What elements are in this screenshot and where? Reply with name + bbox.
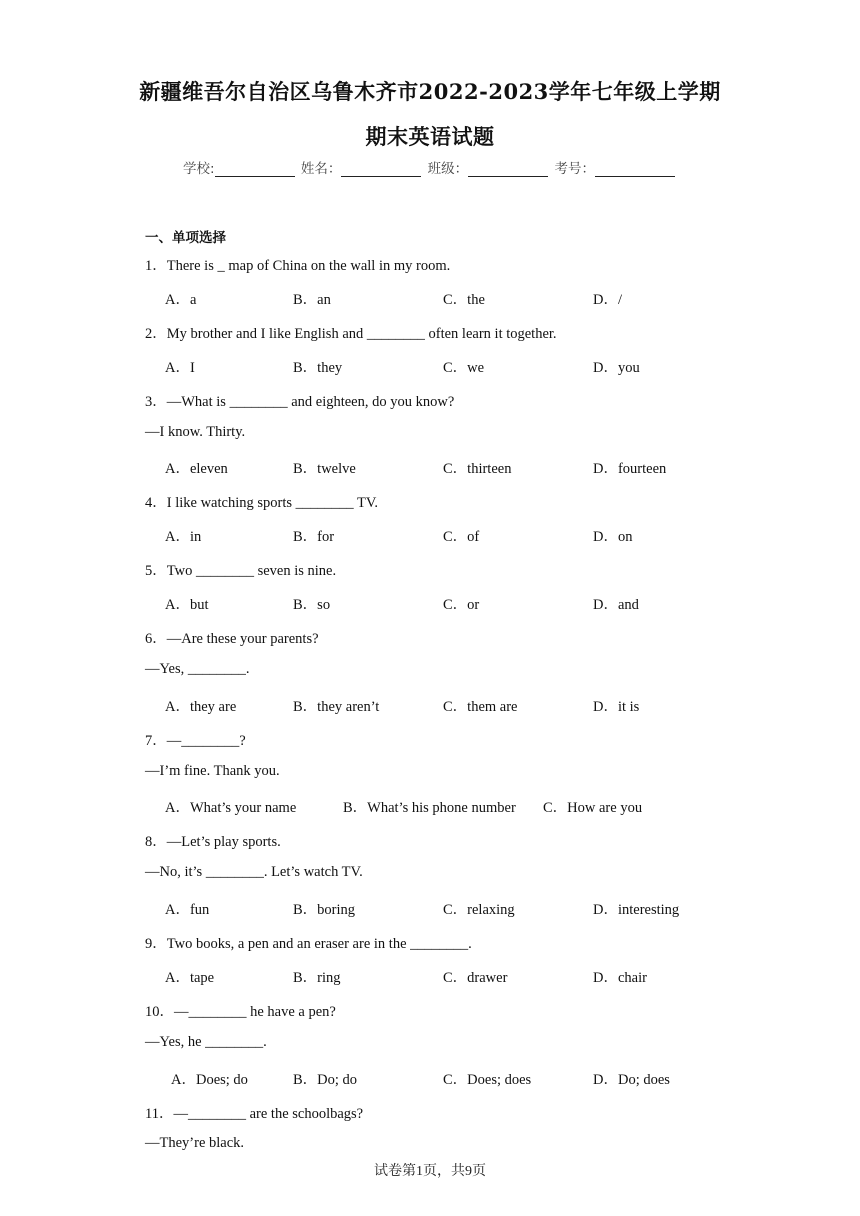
answer-option[interactable]: D．and (593, 597, 639, 613)
class-blank (468, 162, 548, 177)
answer-option[interactable]: A．I (165, 359, 195, 376)
answer-option[interactable]: B．for (293, 529, 335, 546)
question-dialogue-line: —No, it’s ________. Let’s watch TV. (145, 864, 363, 881)
name-label: 姓名： (300, 161, 342, 177)
question-stem: 7．—________? (145, 732, 246, 749)
question-stem: 1．There is _ map of China on the wall in my room. (145, 258, 451, 274)
answer-option[interactable]: D．on (593, 529, 633, 546)
answer-option[interactable]: C．of (443, 529, 480, 546)
question-stem: 6．—Are these your parents? (145, 630, 319, 647)
question-dialogue-line: —I know. Thirty. (145, 423, 246, 440)
school-label: 学校: (183, 161, 215, 177)
answer-option[interactable]: D．Do; does (593, 1071, 670, 1088)
section-heading: 一、单项选择 (145, 230, 226, 246)
answer-option[interactable]: A．they are (165, 698, 237, 715)
answer-option[interactable]: A．in (165, 529, 202, 546)
class-label: 班级： (427, 161, 469, 177)
answer-option[interactable]: D．/ (593, 291, 622, 308)
answer-option[interactable]: B．an (293, 291, 331, 308)
question-stem: 8．—Let’s play sports. (145, 834, 281, 851)
answer-option[interactable]: D．interesting (593, 902, 680, 919)
question-stem: 9．Two books, a pen and an eraser are in the ________. (145, 936, 472, 952)
answer-option[interactable]: B．twelve (293, 461, 356, 478)
answer-option[interactable]: C．How are you (543, 800, 643, 817)
question-stem: 10．—________ he have a pen? (145, 1003, 336, 1020)
question-stem: 2．My brother and I like English and ________ often learn it together. (145, 325, 557, 342)
question-stem: 11．—________ are the schoolbags? (145, 1105, 364, 1122)
answer-option[interactable]: A．eleven (165, 461, 228, 478)
answer-option[interactable]: C．or (443, 597, 480, 613)
answer-option[interactable]: A．Does; do (171, 1071, 248, 1088)
exam-title-line1: 新疆维吾尔自治区乌鲁木齐市2022-2023学年七年级上学期 (139, 79, 721, 104)
answer-option[interactable]: C．thirteen (443, 461, 512, 478)
school-blank (215, 162, 295, 177)
answer-option[interactable]: C．the (443, 291, 485, 308)
answer-option[interactable]: B．they aren’t (293, 698, 380, 715)
answer-option[interactable]: D．fourteen (593, 461, 667, 478)
answer-option[interactable]: B．Do; do (293, 1071, 358, 1088)
question-dialogue-line: —I’m fine. Thank you. (145, 762, 280, 779)
answer-option[interactable]: A．a (165, 291, 197, 308)
exam-title-line2: 期末英语试题 (365, 124, 495, 149)
page-footer: 试卷第1页，共9页 (374, 1164, 486, 1179)
answer-option[interactable]: C．we (443, 359, 485, 376)
answer-option[interactable]: A．tape (165, 969, 215, 986)
answer-option[interactable]: C．Does; does (443, 1071, 532, 1088)
answer-option[interactable]: D．it is (593, 698, 640, 715)
question-dialogue-line: —Yes, he ________. (145, 1033, 267, 1050)
exam-no-blank (595, 162, 675, 177)
question-stem: 5．Two ________ seven is nine. (145, 563, 337, 580)
answer-option[interactable]: D．chair (593, 969, 647, 986)
answer-option[interactable]: B．boring (293, 902, 356, 919)
question-dialogue-line: —They’re black. (145, 1135, 245, 1152)
answer-option[interactable]: B．What’s his phone number (343, 800, 516, 817)
answer-option[interactable]: B．ring (293, 969, 341, 986)
answer-option[interactable]: A．What’s your name (165, 800, 297, 817)
student-info-row (0, 157, 860, 177)
answer-option[interactable]: A．but (165, 597, 209, 613)
answer-option[interactable]: C．drawer (443, 969, 508, 986)
name-blank (341, 162, 421, 177)
answer-option[interactable]: A．fun (165, 902, 210, 919)
answer-option[interactable]: C．relaxing (443, 902, 515, 919)
answer-option[interactable]: C．them are (443, 698, 518, 715)
question-stem: 3．—What is ________ and eighteen, do you know? (145, 393, 455, 410)
exam-no-label: 考号： (554, 161, 595, 177)
question-dialogue-line: —Yes, ________. (145, 660, 250, 677)
answer-option[interactable]: D．you (593, 359, 640, 376)
answer-option[interactable]: B．so (293, 597, 331, 613)
question-stem: 4．I like watching sports ________ TV. (145, 495, 379, 512)
answer-option[interactable]: B．they (293, 359, 343, 376)
